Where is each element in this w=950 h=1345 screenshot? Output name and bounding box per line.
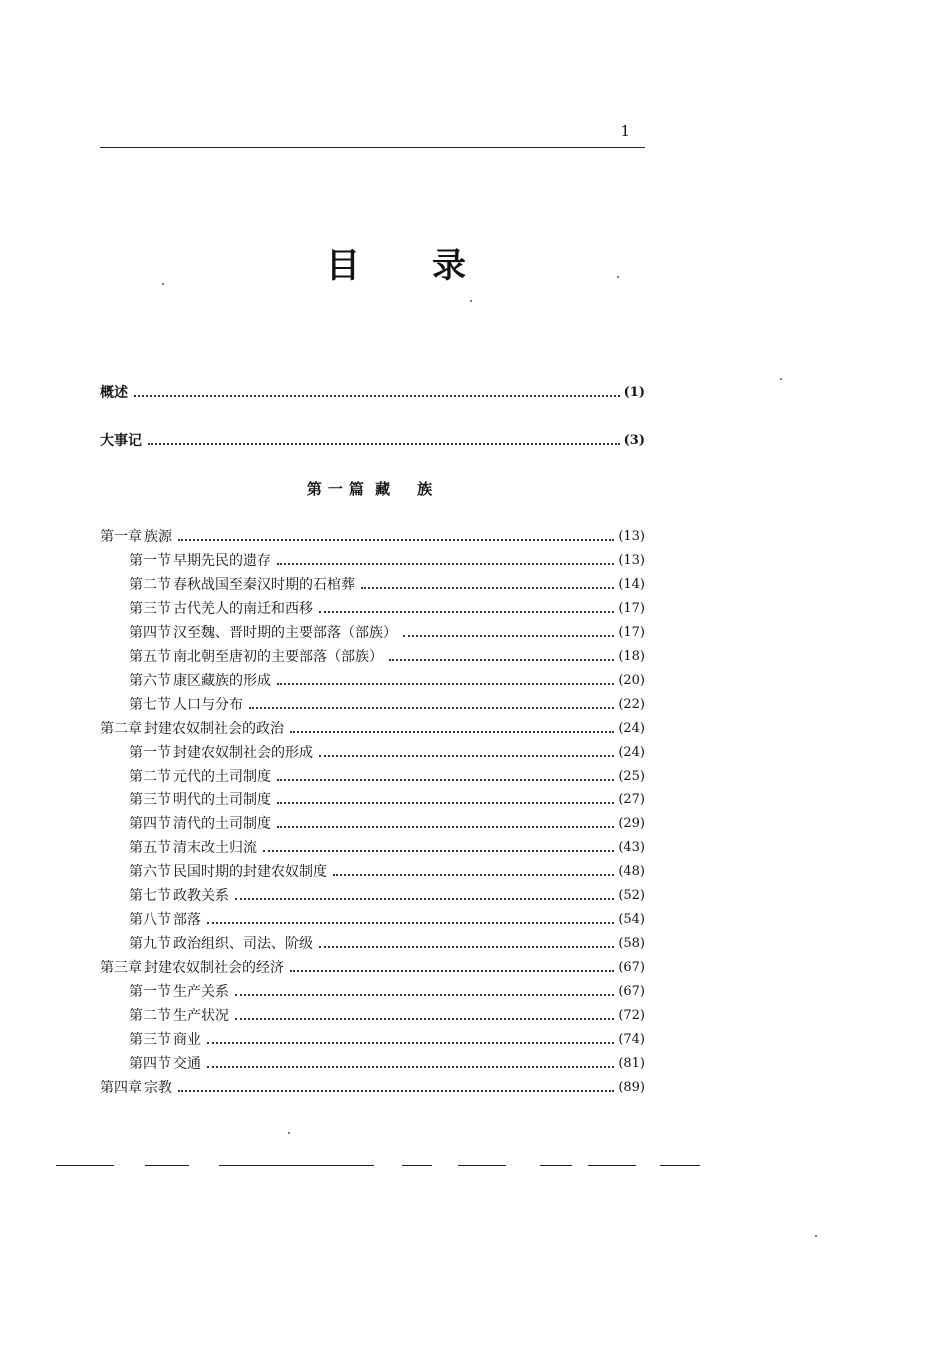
toc-section-entry[interactable] xyxy=(129,596,645,618)
leader-dots xyxy=(148,443,620,445)
toc-entry-page: (14) xyxy=(618,576,645,592)
toc-entry-title: 生产关系 xyxy=(173,984,229,1001)
leader-dots xyxy=(207,922,614,924)
toc-entry-title: 元代的土司制度 xyxy=(173,768,271,785)
leader-dots xyxy=(403,635,614,637)
toc-entry-title: 封建农奴制社会的形成 xyxy=(173,744,313,761)
toc-entry-number: 第一节 xyxy=(129,984,171,1001)
toc-section-entry[interactable] xyxy=(129,787,645,809)
part-heading xyxy=(100,478,645,499)
toc-entry-number: 第九节 xyxy=(129,936,171,953)
toc-entry-number: 第六节 xyxy=(129,672,171,689)
toc-section-entry[interactable] xyxy=(129,1027,645,1049)
scan-artifact-lines xyxy=(0,1165,950,1185)
toc-entry-label xyxy=(100,959,284,977)
toc-entry-number: 第四节 xyxy=(129,624,171,641)
toc-title-char-2: 录 xyxy=(432,246,466,286)
toc-entry-title: 交通 xyxy=(173,1055,201,1072)
leader-dots xyxy=(389,659,614,661)
toc-section-entry[interactable] xyxy=(129,668,645,690)
toc-entry-title: 人口与分布 xyxy=(173,696,243,713)
toc-section-entry[interactable] xyxy=(129,811,645,833)
toc-entry-label xyxy=(129,911,201,929)
toc-entry-page: (81) xyxy=(618,1055,645,1071)
toc-entry-label xyxy=(129,1007,229,1025)
toc-section-entry[interactable] xyxy=(129,692,645,714)
toc-entry-number: 第二节 xyxy=(129,768,171,785)
toc-entry-label xyxy=(129,887,229,905)
leader-dots xyxy=(290,970,614,972)
toc-entry-page: (54) xyxy=(618,912,645,928)
toc-section-entry[interactable] xyxy=(129,548,645,570)
toc-entry-page: (13) xyxy=(618,529,645,544)
toc-section-entry[interactable] xyxy=(129,907,645,929)
toc-entry-label xyxy=(129,768,271,786)
toc-entry-page: (67) xyxy=(618,960,645,976)
toc-section-entry[interactable] xyxy=(129,883,645,905)
toc-entry-label xyxy=(129,839,257,857)
toc-section-entry[interactable] xyxy=(129,644,645,666)
toc-entry-number: 第一节 xyxy=(129,744,171,761)
toc-entry-page: (27) xyxy=(618,792,645,808)
scan-speck xyxy=(815,1235,817,1237)
scan-speck xyxy=(288,1132,290,1134)
toc-entry-title: 康区藏族的形成 xyxy=(173,672,271,689)
toc-entry-number: 第四节 xyxy=(129,1055,171,1072)
toc-entry-title: 宗教 xyxy=(144,1079,172,1096)
toc-entry-title: 清代的土司制度 xyxy=(173,816,271,833)
toc-section-entry[interactable] xyxy=(129,1051,645,1073)
toc-entry-page: (13) xyxy=(618,552,645,568)
toc-title xyxy=(326,238,466,287)
toc-title-char-1: 目 xyxy=(326,246,360,286)
toc-entry-label xyxy=(129,624,397,642)
leader-dots xyxy=(277,683,614,685)
toc-entry-number: 第一节 xyxy=(129,552,171,569)
toc-entry-number: 第四节 xyxy=(129,816,171,833)
scan-speck xyxy=(162,283,164,285)
toc-entry-label xyxy=(129,600,313,618)
toc-entry-number: 第七节 xyxy=(129,888,171,905)
toc-entry-label xyxy=(129,863,327,881)
leader-dots xyxy=(319,946,614,948)
toc-entry-page: (72) xyxy=(618,1008,645,1023)
toc-entry-label xyxy=(129,1031,201,1049)
leader-dots xyxy=(333,874,614,876)
toc-entry-page: (43) xyxy=(618,840,645,856)
scan-speck xyxy=(470,300,472,302)
toc-entry-title: 部落 xyxy=(173,912,201,929)
toc-entry-number: 第三章 xyxy=(100,960,142,977)
toc-entry-title: 民国时期的封建农奴制度 xyxy=(173,864,327,881)
toc-entry-number: 第二章 xyxy=(100,720,142,737)
toc-section-entry[interactable] xyxy=(129,764,645,786)
toc-entry-label xyxy=(129,552,271,570)
toc-chapter-entry[interactable] xyxy=(100,716,645,738)
toc-entry-label xyxy=(129,744,313,762)
toc-entry-number: 第三节 xyxy=(129,792,171,809)
toc-section-entry[interactable] xyxy=(129,931,645,953)
toc-entry-label xyxy=(129,1055,201,1073)
toc-entry-label xyxy=(129,983,229,1001)
toc-entry-page: (18) xyxy=(618,648,645,664)
toc-entry-page: (17) xyxy=(618,600,645,616)
toc-entry-title: 商业 xyxy=(173,1031,201,1048)
toc-section-entry[interactable] xyxy=(129,979,645,1001)
toc-entry-label xyxy=(129,576,355,594)
toc-section-entry[interactable] xyxy=(129,859,645,881)
toc-entry-number: 第八节 xyxy=(129,912,171,929)
toc-section-entry[interactable] xyxy=(129,620,645,642)
leader-dots xyxy=(277,563,614,565)
toc-entry-number: 第六节 xyxy=(129,864,171,881)
leader-dots xyxy=(277,779,614,781)
leader-dots xyxy=(207,1042,614,1044)
toc-entry-page: (48) xyxy=(618,864,645,880)
leader-dots xyxy=(361,587,614,589)
toc-entry-label xyxy=(129,815,271,833)
toc-entry-title: 清末改土归流 xyxy=(173,840,257,857)
toc-chapter-entry[interactable] xyxy=(100,1075,645,1097)
toc-entry-page: (29) xyxy=(618,816,645,832)
toc-entry-label xyxy=(129,672,271,690)
toc-entry-number: 第四章 xyxy=(100,1079,142,1096)
toc-entry-chronicle[interactable] xyxy=(100,428,645,450)
toc-entry-label xyxy=(100,528,172,546)
leader-dots xyxy=(249,707,614,709)
header-rule xyxy=(100,147,645,148)
page-number: 1 xyxy=(620,122,630,140)
toc-entry-title: 生产状况 xyxy=(173,1008,229,1024)
toc-entry-page: (20) xyxy=(618,672,645,688)
toc-entry-number: 第五节 xyxy=(129,648,171,665)
toc-entry-page: (58) xyxy=(618,936,645,952)
scan-speck xyxy=(780,378,782,380)
toc-entry-label: 大事记 xyxy=(100,433,142,449)
toc-chapter-entry[interactable] xyxy=(100,955,645,977)
toc-entry-title: 族源 xyxy=(144,529,172,545)
toc-entry-title: 古代羌人的南迁和西移 xyxy=(173,600,313,617)
toc-entry-title: 早期先民的遗存 xyxy=(173,552,271,569)
toc-entry-title: 封建农奴制社会的经济 xyxy=(144,960,284,977)
leader-dots xyxy=(319,611,614,613)
toc-entry-title: 封建农奴制社会的政治 xyxy=(144,720,284,737)
scan-speck xyxy=(617,276,619,278)
toc-entry-label xyxy=(129,648,383,666)
leader-dots xyxy=(235,1018,614,1020)
leader-dots xyxy=(277,802,614,804)
toc-entry-page: (74) xyxy=(618,1031,645,1047)
toc-section-entry[interactable] xyxy=(129,835,645,857)
toc-entry-page: (25) xyxy=(618,768,645,784)
toc-section-entry[interactable] xyxy=(129,1003,645,1025)
toc-entry-number: 第三节 xyxy=(129,1031,171,1048)
toc-entry-label xyxy=(100,720,284,738)
leader-dots xyxy=(235,898,614,900)
leader-dots xyxy=(319,755,614,757)
part-name: 藏 族 xyxy=(375,480,439,498)
toc-entry-title: 汉至魏、晋时期的主要部落（部族） xyxy=(173,624,397,641)
toc-entry-title: 政治组织、司法、阶级 xyxy=(173,936,313,953)
leader-dots xyxy=(178,1090,614,1092)
toc-entry-label xyxy=(129,791,271,809)
toc-entry-page: (3) xyxy=(623,433,645,448)
toc-entry-number: 第一章 xyxy=(100,529,142,545)
leader-dots xyxy=(207,1066,614,1068)
leader-dots xyxy=(134,395,620,397)
toc-entry-page: (1) xyxy=(623,385,645,400)
toc-entry-page: (24) xyxy=(618,720,645,736)
toc-entry-number: 第七节 xyxy=(129,696,171,713)
toc-entry-overview[interactable] xyxy=(100,380,645,402)
leader-dots xyxy=(178,539,614,541)
toc-entry-number: 第二节 xyxy=(129,1008,171,1024)
toc-entry-number: 第二节 xyxy=(129,576,171,593)
part-number: 第一篇 xyxy=(306,480,370,498)
leader-dots xyxy=(277,826,614,828)
toc-entry-number: 第三节 xyxy=(129,600,171,617)
toc-entry-title: 明代的土司制度 xyxy=(173,792,271,809)
toc-chapter-entry[interactable] xyxy=(100,524,645,546)
toc-entry-page: (89) xyxy=(618,1079,645,1095)
toc-entry-number: 第五节 xyxy=(129,840,171,857)
toc-section-entry[interactable] xyxy=(129,740,645,762)
leader-dots xyxy=(235,994,614,996)
toc-entry-title: 政教关系 xyxy=(173,888,229,905)
toc-entry-page: (67) xyxy=(618,984,645,1000)
toc-entry-title: 春秋战国至秦汉时期的石棺葬 xyxy=(173,576,355,593)
toc-entry-label: 概述 xyxy=(100,385,128,401)
toc-entry-page: (24) xyxy=(618,744,645,760)
toc-entry-label xyxy=(100,1079,172,1097)
leader-dots xyxy=(290,731,614,733)
toc-entry-label xyxy=(129,696,243,714)
toc-entry-label xyxy=(129,935,313,953)
toc-entry-page: (22) xyxy=(618,696,645,712)
leader-dots xyxy=(263,850,614,852)
toc-entry-title: 南北朝至唐初的主要部落（部族） xyxy=(173,648,383,665)
toc-section-entry[interactable] xyxy=(129,572,645,594)
toc-entry-page: (52) xyxy=(618,888,645,904)
toc-entry-page: (17) xyxy=(618,624,645,640)
